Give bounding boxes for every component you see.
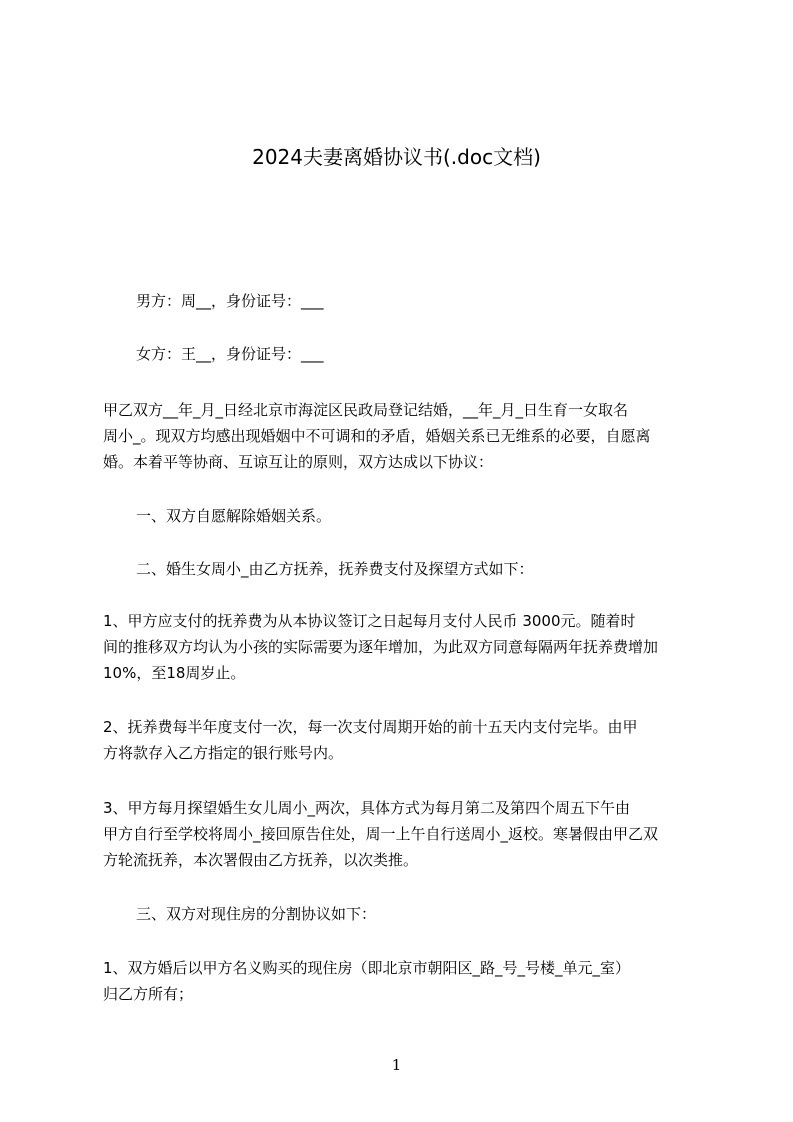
page-number: 1 <box>391 1056 402 1074</box>
line-preamble-1: 甲乙双方__年_月_日经北京市海淀区民政局登记结婚，__年_月_日生育一女取名 <box>103 401 629 419</box>
clause-three-item-1-line-1: 1、双方婚后以甲方名义购买的现住房（即北京市朝阳区_路_号_号楼_单元_室） <box>103 959 631 977</box>
clause-two-item-1-line-1: 1、甲方应支付的抚养费为从本协议签订之日起每月支付人民币 3000元。随着时 <box>103 612 636 630</box>
clause-two-item-3-line-2: 甲方自行至学校将周小_接回原告住处，周一上午自行送周小_返校。寒暑假由甲乙双 <box>103 825 659 843</box>
clause-two-item-1-line-2: 间的推移双方均认为小孩的实际需要为逐年增加，为此双方同意每隔两年抚养费增加 <box>103 638 659 656</box>
document-title: 2024夫妻离婚协议书(.doc文档) <box>252 145 541 169</box>
clause-one: 一、双方自愿解除婚姻关系。 <box>136 507 332 525</box>
clause-two-item-3-line-1: 3、甲方每月探望婚生女儿周小_两次，具体方式为每月第二及第四个周五下午由 <box>103 799 631 817</box>
line-preamble-2: 周小_。现双方均感出现婚姻中不可调和的矛盾，婚姻关系已无维系的必要，自愿离 <box>103 427 651 445</box>
clause-two-item-2-line-2: 方将款存入乙方指定的银行账号内。 <box>103 744 344 762</box>
clause-two: 二、婚生女周小_由乙方抚养，抚养费支付及探望方式如下： <box>136 560 534 578</box>
clause-three: 三、双方对现住房的分割协议如下： <box>136 905 377 923</box>
line-preamble-3: 婚。本着平等协商、互谅互让的原则，双方达成以下协议： <box>103 453 494 471</box>
line-husband-info: 男方：周__，身份证号：___ <box>136 292 324 310</box>
clause-three-item-1-line-2: 归乙方所有； <box>103 985 194 1003</box>
clause-two-item-3-line-3: 方轮流抚养，本次署假由乙方抚养，以次类推。 <box>103 851 419 869</box>
clause-two-item-1-line-3: 10%，至18周岁止。 <box>103 664 246 682</box>
clause-two-item-2-line-1: 2、抚养费每半年度支付一次，每一次支付周期开始的前十五天内支付完毕。由甲 <box>103 718 638 736</box>
line-wife-info: 女方：王__，身份证号：___ <box>136 345 324 363</box>
